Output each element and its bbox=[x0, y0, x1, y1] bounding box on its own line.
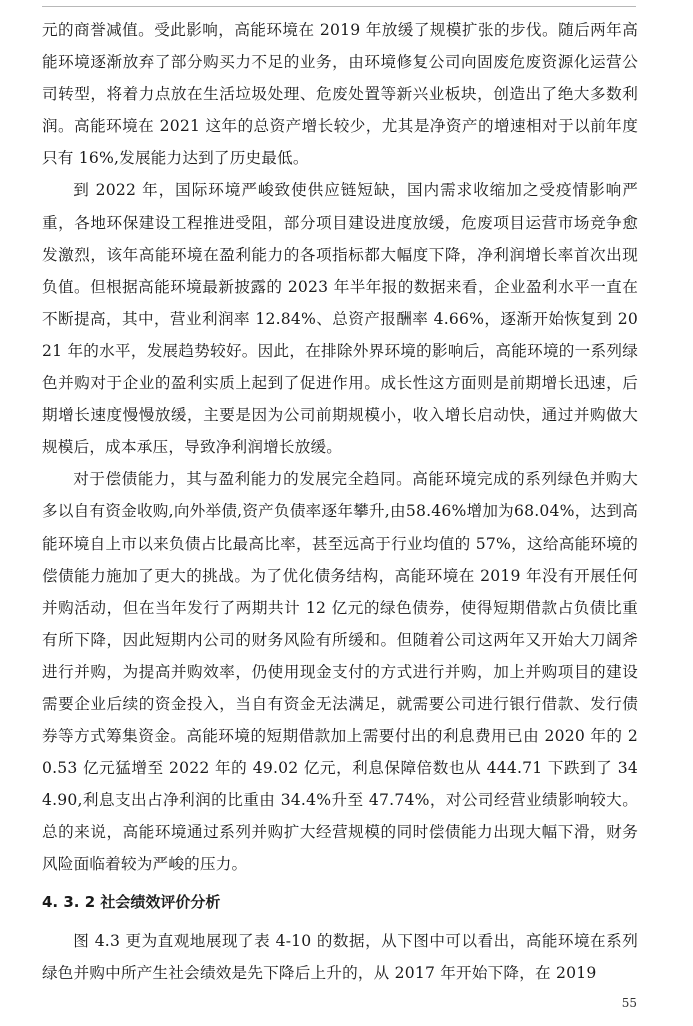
paragraph-3: 对于偿债能力，其与盈利能力的发展完全趋同。高能环境完成的系列绿色并购大多以自有资金收购,向外举债,资产负债率逐年攀升,由58.46%增加为68.04%，达到高能环境自上市以来负债占比最高比率，甚至远高于行业均值的 57%，这给高能环境的偿债能力施加了更大的挑战。为了优化债务结构，高能环境在 2019 年没有开展任何并购活动，但在当年发行了两期共计 12 亿元的绿色债券，使得短期借款占负债比重有所下降，因此短期内公司的财务风险有所缓和。但随着公司这两年又开始大刀阔斧进行并购，为提高并购效率，仍使用现金支付的方式进行并购，加上并购项目的建设需要企业后续的资金投入，当自有资金无法满足，就需要公司进行银行借款、发行债券等方式筹集资金。高能环境的短期借款加上需要付出的利息费用已由 2020 年的 20.53 亿元猛增至 2022 年的 49.02 亿元，利息保障倍数也从 444.71 下跌到了 344.90,利息支出占净利润的比重由 34.4%升至 47.74%，对公司经营业绩影响较大。总的来说，高能环境通过系列并购扩大经营规模的同时偿债能力出现大幅下滑，财务风险面临着较为严峻的压力。 bbox=[42, 470, 638, 874]
top-rule bbox=[42, 6, 636, 7]
section-heading: 4. 3. 2 社会绩效评价分析 bbox=[42, 892, 221, 911]
paragraph-1: 元的商誉减值。受此影响，高能环境在 2019 年放缓了规模扩张的步伐。随后两年高能环境逐渐放弃了部分购买力不足的业务，由环境修复公司向固废危废资源化运营公司转型，将着力点放在生活垃圾处理、危废处置等新兴业板块，创造出了绝大多数利润。高能环境在 2021 这年的总资产增长较少，尤其是净资产的增速相对于以前年度只有 16%,发展能力达到了历史最低。 bbox=[42, 21, 638, 168]
paragraph-2: 到 2022 年，国际环境严峻致使供应链短缺，国内需求收缩加之受疫情影响严重，各地环保建设工程推进受阻，部分项目建设进度放缓，危废项目运营市场竞争愈发激烈，该年高能环境在盈利能力的各项指标都大幅度下降，净利润增长率首次出现负值。但根据高能环境最新披露的 2023 年半年报的数据来看，企业盈利水平一直在不断提高，其中，营业利润率 12.84%、总资产报酬率 4.66%，逐渐开始恢复到 2021 年的水平，发展趋势较好。因此，在排除外界环境的影响后，高能环境的一系列绿色并购对于企业的盈利实质上起到了促进作用。成长性这方面则是前期增长迅速，后期增长速度慢慢放缓，主要是因为公司前期规模小，收入增长启动快，通过并购做大规模后，成本承压，导致净利润增长放缓。 bbox=[42, 181, 638, 457]
page-number: 55 bbox=[621, 996, 637, 1010]
document-page bbox=[42, 14, 638, 989]
paragraph-4: 图 4.3 更为直观地展现了表 4-10 的数据，从下图中可以看出，高能环境在系列绿色并购中所产生社会绩效是先下降后上升的，从 2017 年开始下降，在 2019 bbox=[42, 931, 638, 982]
